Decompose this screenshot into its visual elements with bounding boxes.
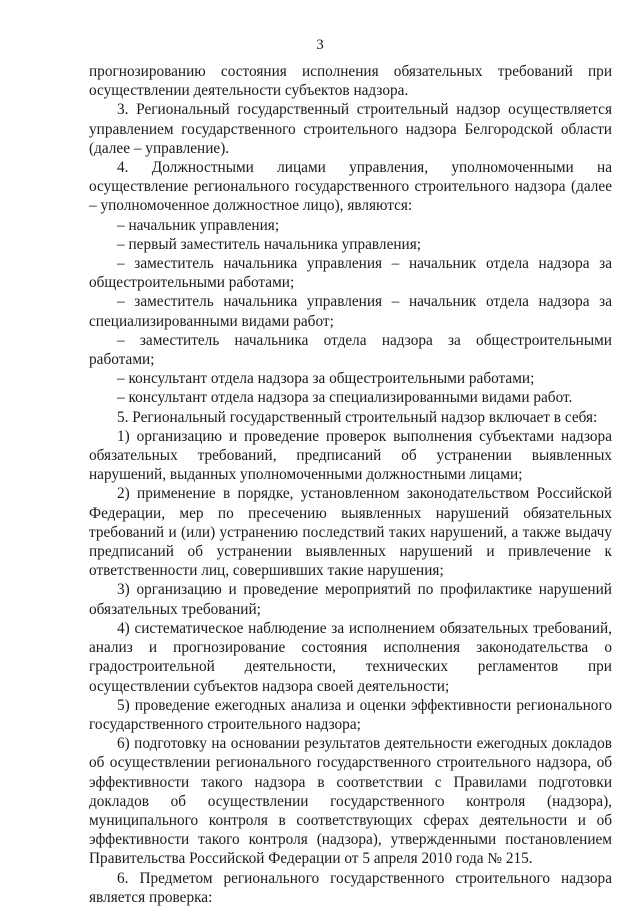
list-item-officer: – начальник управления; <box>117 216 280 234</box>
paragraph-item-6: 6. Предметом регионального государственного строительного надзора является проверка: <box>89 869 612 906</box>
list-item-officer: – первый заместитель начальника управления; <box>117 235 422 253</box>
paragraph-item-3: 3. Региональный государственный строительный надзор осуществляется управлением государственного строительного надзора Белгородской области (далее – управление). <box>89 101 612 157</box>
page-number: 3 <box>316 37 324 53</box>
subitem-3: 3) организацию и проведение мероприятий по профилактике нарушений обязательных требований; <box>89 581 612 618</box>
list-item-officer: – заместитель начальника отдела надзора за общестроительными работами; <box>89 331 612 369</box>
paragraph-continuation: прогнозированию состояния исполнения обязательных требований при осуществлении деятельности субъектов надзора. <box>89 63 612 100</box>
subitem-4: 4) систематическое наблюдение за исполнением обязательных требований, анализ и прогнозирование состояния исполнения законодательства о градостроительной деятельности, технических регламентов при осуществлении субъектов надзора своей деятельности; <box>89 619 612 695</box>
list-item-officer: – консультант отдела надзора за специализированными видами работ. <box>117 389 573 407</box>
subitem-1: 1) организацию и проведение проверок выполнения субъектами надзора обязательных требований, предписаний об устранении выявленных нарушений, выданных уполномоченными должностными лицами; <box>89 427 612 484</box>
paragraph-item-5: 5. Региональный государственный строительный надзор включает в себя: <box>117 408 598 426</box>
subitem-6: 6) подготовку на основании результатов деятельности ежегодных докладов об осуществлении регионального государственного строительного надзора, об эффективности такого надзора в соответствии с Правилами подготовки докладов об осуществлении государственного контроля (надзора), муниципального контроля в соответствующих сферах деятельности и об эффективности такого контроля (надзора), утвержденными постановлением Правительства Российской Федерации от 5 апреля 2010 года № 215. <box>89 735 612 868</box>
list-item-officer: – консультант отдела надзора за общестроительными работами; <box>117 370 535 388</box>
subitem-2: 2) применение в порядке, установленном законодательством Российской Федерации, мер по пресечению выявленных нарушений обязательных требований и (или) устранению последствий таких нарушений, а также выдачу предписаний об устранении выявленных нарушений и привлечение к ответственности лиц, совершивших такие нарушения; <box>89 485 612 580</box>
list-item-officer: – заместитель начальника управления – начальник отдела надзора за специализированными видами работ; <box>89 293 612 330</box>
list-item-officer: – заместитель начальника управления – начальник отдела надзора за общестроительными работами; <box>89 255 612 292</box>
paragraph-item-4: 4. Должностными лицами управления, уполномоченными на осуществление регионального государственного строительного надзора (далее – уполномоченное должностное лицо), являются: <box>89 159 612 215</box>
document-body <box>89 62 612 907</box>
subitem-5: 5) проведение ежегодных анализа и оценки эффективности регионального государственного строительного надзора; <box>89 696 612 733</box>
